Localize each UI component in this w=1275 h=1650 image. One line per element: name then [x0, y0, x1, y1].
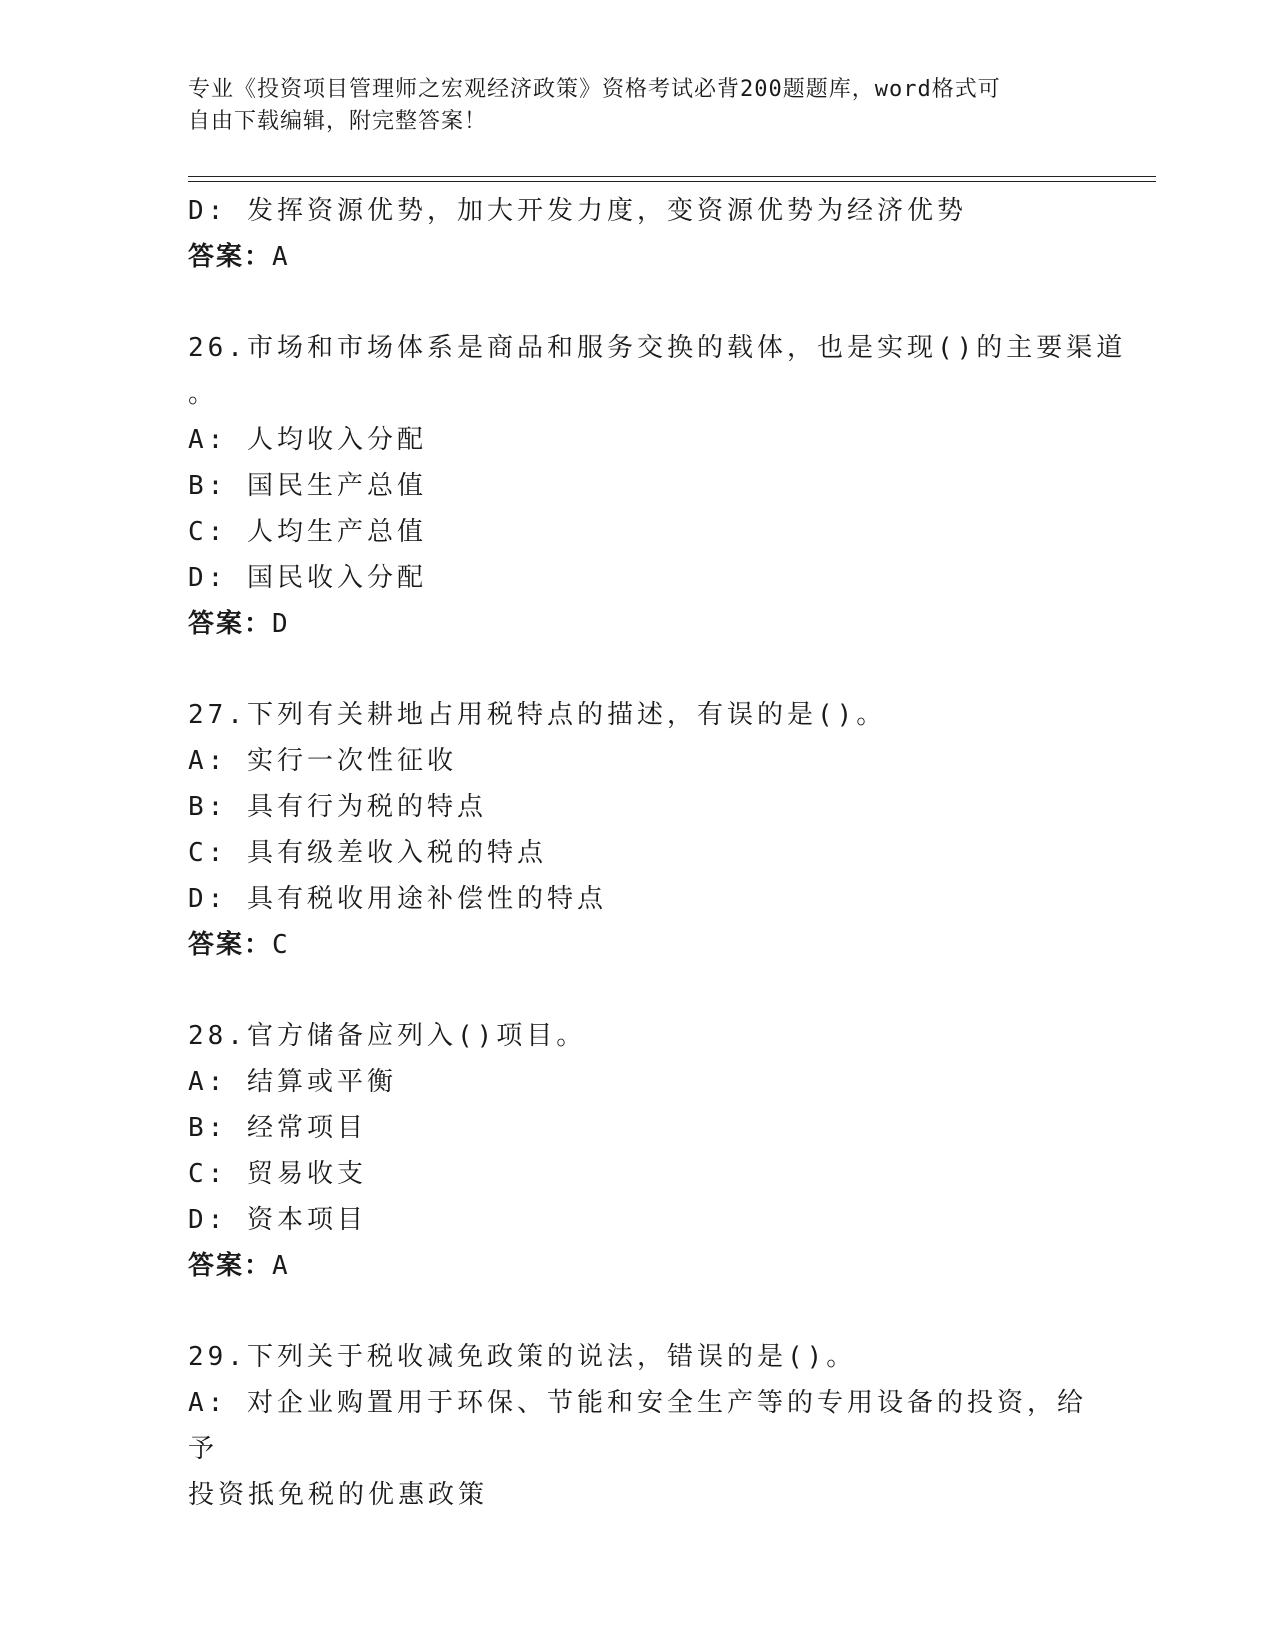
option-c: C: 具有级差收入税的特点 [188, 838, 547, 868]
question-title: 28.官方储备应列入()项目。 [188, 1021, 587, 1051]
question-title-cont: 。 [188, 379, 219, 409]
spacer [188, 1289, 1088, 1334]
question-27 [188, 692, 1088, 968]
option-c: C: 贸易收支 [188, 1159, 367, 1189]
question-26 [188, 325, 1127, 647]
prev-option-d: D: 发挥资源优势，加大开发力度，变资源优势为经济优势 [188, 196, 967, 226]
option-a: A: 结算或平衡 [188, 1067, 397, 1097]
document-header [188, 74, 1078, 138]
answer-value: A [272, 1251, 290, 1281]
spacer [188, 280, 1088, 325]
option-b: B: 国民生产总值 [188, 471, 427, 501]
answer-label: 答案： [188, 609, 273, 639]
answer-label: 答案： [188, 1251, 273, 1281]
question-title: 26.市场和市场体系是商品和服务交换的载体，也是实现()的主要渠道 [188, 333, 1127, 363]
header-rule-bottom [188, 181, 1156, 182]
spacer [188, 968, 1088, 1013]
question-title: 29.下列关于税收减免政策的说法，错误的是()。 [188, 1342, 857, 1372]
question-28 [188, 1013, 1088, 1289]
answer-value: D [272, 609, 290, 639]
spacer [188, 647, 1088, 692]
option-a-cont: 投资抵免税的优惠政策 [188, 1480, 489, 1510]
option-b: B: 经常项目 [188, 1113, 367, 1143]
answer-value: C [272, 930, 290, 960]
question-title: 27.下列有关耕地占用税特点的描述，有误的是()。 [188, 700, 887, 730]
header-line-2: 自由下载编辑，附完整答案！ [188, 109, 488, 134]
option-c: C: 人均生产总值 [188, 517, 427, 547]
option-b: B: 具有行为税的特点 [188, 792, 487, 822]
answer [188, 922, 1088, 968]
answer-label: 答案： [188, 242, 273, 272]
option-d: D: 资本项目 [188, 1205, 367, 1235]
header-line-1: 专业《投资项目管理师之宏观经济政策》资格考试必背200题题库，word格式可 [188, 77, 1001, 102]
option-d: D: 国民收入分配 [188, 563, 427, 593]
answer [188, 1243, 1088, 1289]
answer-label: 答案： [188, 930, 273, 960]
header-rule-top [188, 176, 1156, 177]
document-content [188, 188, 1127, 1518]
option-a: A: 实行一次性征收 [188, 746, 457, 776]
option-a: A: 人均收入分配 [188, 425, 427, 455]
answer-value: A [272, 242, 290, 272]
question-29 [188, 1334, 1088, 1518]
option-d: D: 具有税收用途补偿性的特点 [188, 884, 607, 914]
option-a: A: 对企业购置用于环保、节能和安全生产等的专用设备的投资，给予 [188, 1388, 1087, 1464]
prev-answer [188, 234, 1088, 280]
answer [188, 601, 1088, 647]
